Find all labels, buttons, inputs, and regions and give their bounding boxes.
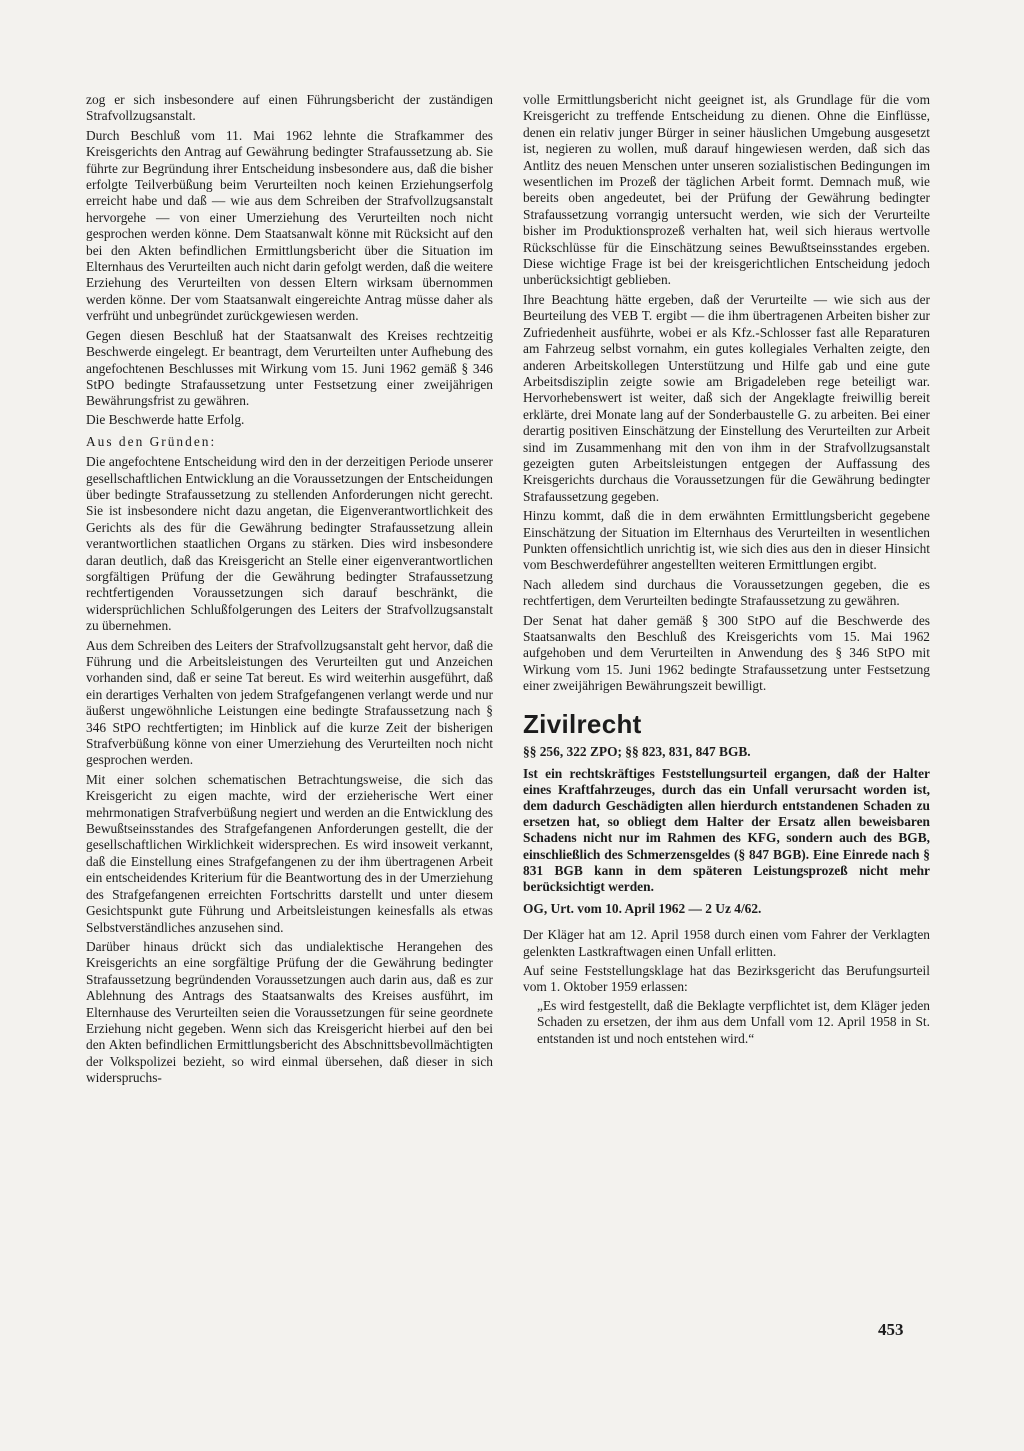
law-citation: §§ 256, 322 ZPO; §§ 823, 831, 847 BGB. <box>523 743 751 759</box>
paragraph: Ihre Beachtung hätte ergeben, daß der Verurteilte — wie sich aus der Beurteilung des VEB T. ergibt — die ihm übertragenen Arbeiten bisher zur Zufriedenheit ausführte, wobei er als Kfz.-Schlosser fast alle Reparaturen am Fahrzeug selbst vornahm, ein gutes kollegiales Verhalten zeigte, den anderen Arbeitskollegen Unterstützung und Hilfe gab und eine gute Arbeitsdisziplin zeigte sowie am Brigadeleben rege beteiligt war. Hervorhebenswert ist weiter, daß sich der Angeklagte freiwillig bereit erklärte, drei Monate lang auf der Sonderbaustelle G. zu arbeiten. Bei einer derartig positiven Einschätzung der Einstellung des Verurteilten zur Arbeit sind im Zusammenhang mit den von ihm in der Strafvollzugsanstalt gezeigten guten Arbeitsleistungen entgegen der Auffassung des Kreisgerichts durchaus die Voraussetzungen für die Gewährung bedingter Strafaussetzung gegeben. <box>523 291 930 504</box>
paragraph: volle Ermittlungsbericht nicht geeignet ist, als Grundlage für die vom Kreisgericht zu treffende Entscheidung zu dienen. Ohne die Einflüsse, denen ein relativ junger Bürger in seiner häuslichen Umgebung ausgesetzt ist, negieren zu wollen, muß darauf hingewiesen werden, daß sich das Antlitz des neuen Menschen unter unseren sozialistischen Bedingungen im wesentlichen im Prozeß der täglichen Arbeit formt. Demnach muß, wie bereits oben angedeutet, bei der Prüfung der Gewährung bedingter Strafaussetzung vorrangig untersucht werden, wie sich der Verurteilte bisher im Produktionsprozeß verhalten hat, weil sich hieraus wertvolle Rückschlüsse für die Einschätzung seines Bewußtseinsstandes ergeben. Diese wichtige Frage ist bei der kreisgerichtlichen Entscheidung jedoch unberücksichtigt geblieben. <box>523 92 930 288</box>
paragraph: Durch Beschluß vom 11. Mai 1962 lehnte die Strafkammer des Kreisgerichts den Antrag auf Gewährung bedingter Strafaussetzung ab. Sie führte zur Begründung ihrer Entscheidung insbesondere aus, daß die bisher erfolgte Teilverbüßung beim Verurteilten noch keinen Erziehungserfolg erreicht habe und daß — wie aus dem Schreiben der Strafvollzugsanstalt hervorgehe — von einer Umerziehung des Verurteilten noch nicht gesprochen werden könne. Dem Staatsanwalt könne mit Rücksicht auf den bei den Akten befindlichen Ermittlungsbericht über die Situation im Elternhaus des Verurteilten auch nicht darin gefolgt werden, daß die weitere Erziehung des Verurteilten von dessen Eltern wirksam übernommen werden könne. Der vom Staatsanwalt eingereichte Antrag müsse daher als verfrüht und unbegründet zurückgewiesen werden. <box>86 127 493 324</box>
paragraph: Gegen diesen Beschluß hat der Staatsanwalt des Kreises rechtzeitig Beschwerde eingelegt. Er beantragt, dem Verurteilten unter Aufhebung des angefochtenen Beschlusses mit Wirkung vom 15. Juni 1962 gemäß § 346 StPO bedingte Strafaussetzung unter Festsetzung einer zweijährigen Bewährungsfrist zu gewähren. <box>86 327 493 409</box>
paragraph: Auf seine Feststellungsklage hat das Bezirksgericht das Berufungsurteil vom 1. Oktober 1959 erlassen: <box>523 963 930 995</box>
paragraph: Darüber hinaus drückt sich das undialektische Herangehen des Kreisgerichts an eine sorgfältige Prüfung der die Gewährung bedingter Strafaussetzung begründenden Voraussetzungen auch darin aus, daß es zur Ablehnung des Antrags des Staatsanwalts des Kreises ausführt, im Elternhause des Verurteilten seien die Voraussetzungen für seine geordnete Erziehung nicht gegeben. Wenn sich das Kreisgericht hierbei auf den bei den Akten befindlichen Ermittlungsbericht des Abschnittsbevollmächtigten der Volkspolizei bezieht, so wird einmal übersehen, daß dieser in sich widerspruchs- <box>86 938 493 1086</box>
paragraph: Aus dem Schreiben des Leiters der Strafvollzugsanstalt geht hervor, daß die Führung und die Arbeitsleistungen des Verurteilten gut und Anzeichen vorhanden sind, daß er seine Tat bereut. Es wird weiterhin ausgeführt, daß ein derartiges Verhalten von jedem Strafgefangenen verlangt werde und nur äußerst ungewöhnliche Leistungen eine bedingte Strafaussetzung nach § 346 StPO rechtfertigten; im Hinblick auf die kurze Zeit der bisherigen Strafverbüßung könne von einer Umerziehung des Verurteilten noch nicht gesprochen werden. <box>86 637 493 768</box>
paragraph: Nach alledem sind durchaus die Voraussetzungen gegeben, die es rechtfertigen, dem Verurteilten bedingte Strafaussetzung zu gewähren. <box>523 576 930 609</box>
paragraph: Die angefochtene Entscheidung wird den in der derzeitigen Periode unserer gesellschaftlichen Entwicklung an die Voraussetzungen der Entscheidungen über bedingte Strafaussetzung zu stellenden Anforderungen nicht gerecht. Sie ist insbesondere nicht dazu angetan, die Eigenverantwortlichkeit des Gerichts als des für die Gewährung bedingter Strafaussetzung allein verantwortlichen staatlichen Organs zu stärken. Dies wird insbesondere daran deutlich, daß das Kreisgericht an Stelle einer eigenverantwortlichen sorgfältigen Prüfung der die Gewährung bedingter Strafaussetzung rechtfertigenden Voraussetzungen sich darauf beschränkt, die widersprüchlichen Schlußfolgerungen des Leiters der Strafvollzugsanstalt zu übernehmen. <box>86 454 493 634</box>
section-title: Zivilrecht <box>523 708 642 739</box>
quotation: „Es wird festgestellt, daß die Beklagte verpflichtet ist, dem Kläger jeden Schaden zu ersetzen, der ihm aus dem Unfall vom 12. April 1958 in St. entstanden ist und noch entstehen wird.“ <box>537 997 930 1046</box>
paragraph: Die Beschwerde hatte Erfolg. <box>86 411 245 427</box>
headnote: Ist ein rechtskräftiges Feststellungsurteil ergangen, daß der Halter eines Kraftfahrzeuges, durch das ein Unfall verursacht worden ist, dem dadurch Geschädigten allen hierdurch entstandenen Schaden zu ersetzen hat, so obliegt dem Halter der Ersatz allen beweisbaren Schadens nicht nur im Rahmen des KFG, sondern auch des BGB, einschließlich des Schmerzensgeldes (§ 847 BGB). Eine Einrede nach § 831 BGB kann in dem späteren Leistungsprozeß nicht mehr berücksichtigt werden. <box>523 765 930 895</box>
left-column <box>86 92 493 1089</box>
court-citation: OG, Urt. vom 10. April 1962 — 2 Uz 4/62. <box>523 901 762 917</box>
paragraph: Der Senat hat daher gemäß § 300 StPO auf die Beschwerde des Staatsanwalts den Beschluß des Kreisgerichts vom 15. Mai 1962 aufgehoben und dem Verurteilten in Anwendung des § 346 StPO mit Wirkung vom 15. Juni 1962 bedingte Strafaussetzung unter Festsetzung einer zweijährigen Bewährungszeit bewilligt. <box>523 612 930 694</box>
paragraph: Der Kläger hat am 12. April 1958 durch einen vom Fahrer der Verklagten gelenkten Lastkraftwagen einen Unfall erlitten. <box>523 927 930 959</box>
section-subheading: Aus den Gründen: <box>86 434 217 450</box>
right-column <box>523 92 930 1049</box>
paragraph: zog er sich insbesondere auf einen Führungsbericht der zuständigen Strafvollzugsanstalt. <box>86 92 493 124</box>
paragraph: Hinzu kommt, daß die in dem erwähnten Ermittlungsbericht gegebene Einschätzung der Situation im Elternhaus des Verurteilten in wesentlichen Punkten offensichtlich unrichtig ist, wie sich dies aus den in dieser Hinsicht vom Beschwerdeführer angestellten weiteren Ermittlungen ergibt. <box>523 508 930 573</box>
paragraph: Mit einer solchen schematischen Betrachtungsweise, die sich das Kreisgericht zu eigen machte, wird der erzieherische Wert einer mehrmonatigen Strafverbüßung negiert und werden an die Entwicklung des Bewußtseinsstandes des Strafgefangenen Anforderungen gestellt, die der gesellschaftlichen Wirklichkeit widersprechen. Es wird insoweit verkannt, daß die Einstellung eines Strafgefangenen zu der ihm übertragenen Arbeit ein entscheidendes Kriterium für die Beantwortung des in der Umerziehung des Strafgefangenen erreichten Fortschritts darstellt und unter diesem Gesichtspunkt gute Führung und Arbeitsleistungen keinesfalls als etwas Selbstverständliches anzusehen sind. <box>86 771 493 935</box>
page-number: 453 <box>878 1320 904 1339</box>
